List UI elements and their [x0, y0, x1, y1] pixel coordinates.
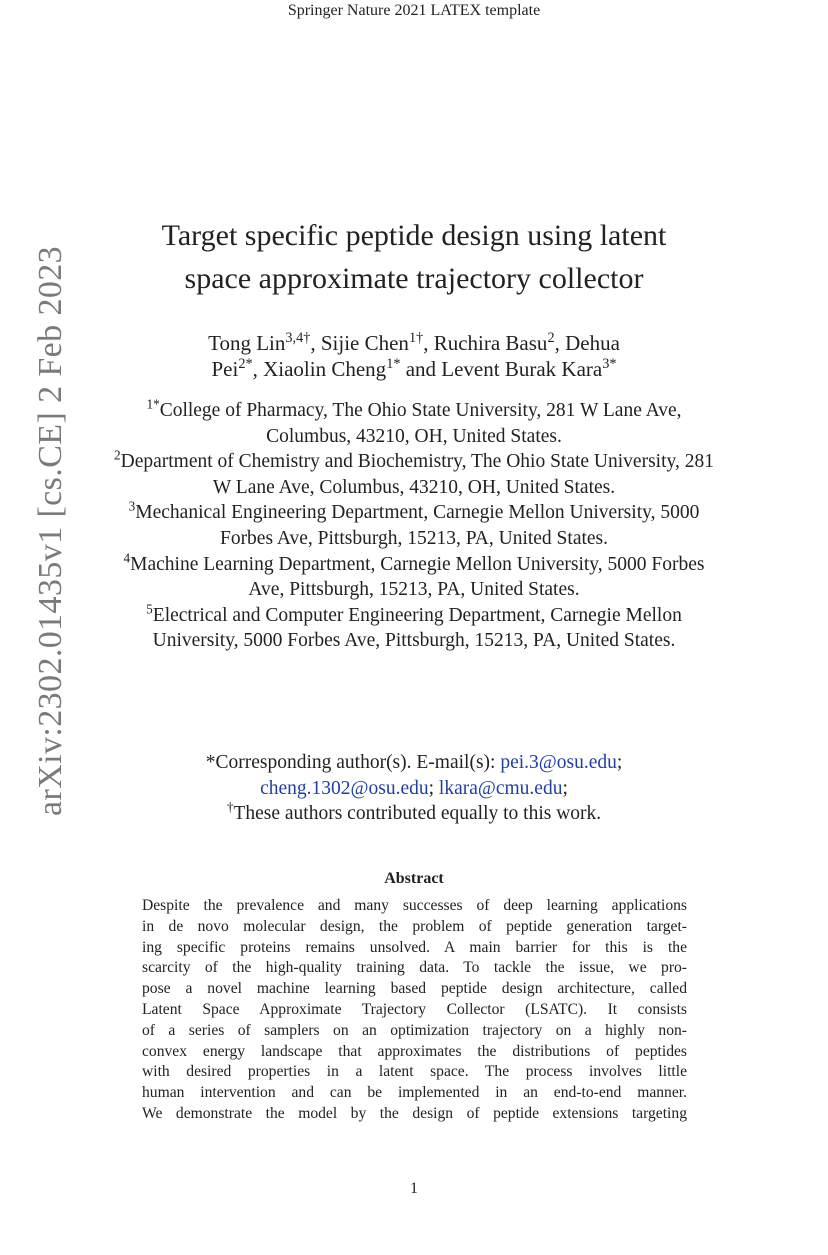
- affiliation-text: Machine Learning Department, Carnegie Mellon University, 5000 Forbes Ave, Pittsburgh, 15213, PA, United States.: [130, 553, 705, 601]
- abstract-line: in de novo molecular design, the problem of peptide generation target-: [142, 917, 687, 935]
- author-affil-sup: 1*: [386, 356, 401, 372]
- abstract-line: with desired properties in a latent space. The process involves little: [142, 1063, 687, 1081]
- affiliation-item: [108, 552, 720, 603]
- abstract-body: [142, 896, 687, 1125]
- affiliation-text: Mechanical Engineering Department, Carnegie Mellon University, 5000 Forbes Ave, Pittsburgh, 15213, PA, United States.: [135, 502, 700, 549]
- email-link-kara[interactable]: lkara@cmu.edu: [438, 777, 563, 799]
- abstract-line: human intervention and can be implemented in an end-to-end manner.: [142, 1084, 687, 1102]
- author-affil-sup: 2: [547, 330, 555, 346]
- author-name: Tong Lin: [208, 331, 286, 355]
- affiliation-sup: 4: [123, 550, 131, 566]
- author-affil-sup: 1†: [408, 330, 424, 346]
- author-name: Sijie Chen: [320, 331, 409, 355]
- author-name: Levent Burak Kara: [441, 357, 603, 381]
- affiliation-list: [108, 398, 720, 654]
- affiliation-text: College of Pharmacy, The Ohio State University, 281 W Lane Ave, Columbus, 43210, OH, United States.: [159, 400, 682, 447]
- affiliation-item: [108, 449, 720, 500]
- affiliation-text: Department of Chemistry and Biochemistry, The Ohio State University, 281 W Lane Ave, Columbus, 43210, OH, United States.: [120, 451, 714, 498]
- equal-contribution-text: These authors contributed equally to this work.: [233, 803, 602, 824]
- abstract-line: scarcity of the high-quality training data. To tackle the issue, we pro-: [142, 959, 687, 977]
- correspondence-prefix: *Corresponding author(s). E-mail(s):: [205, 752, 501, 773]
- affiliation-sup: 1*: [146, 396, 160, 412]
- email-link-cheng[interactable]: cheng.1302@osu.edu: [260, 777, 429, 799]
- equal-contribution-note: [120, 801, 708, 827]
- author-affil-sup: 2*: [238, 356, 253, 372]
- affiliation-item: [108, 398, 720, 449]
- abstract-line: of a series of samplers on an optimization trajectory on a highly non-: [142, 1021, 687, 1039]
- abstract-line: Despite the prevalence and many successes of deep learning applications: [142, 897, 687, 914]
- abstract-line: We demonstrate the model by the design of peptide extensions targeting: [142, 1104, 687, 1122]
- affiliation-sup: 2: [113, 447, 121, 463]
- affiliation-item: [108, 603, 720, 654]
- title-line-1: Target specific peptide design using latent: [161, 219, 667, 252]
- paper-title: [120, 214, 708, 300]
- author-list: [120, 330, 708, 382]
- running-header: Springer Nature 2021 LATEX template: [287, 2, 541, 19]
- correspondence-block: [120, 750, 708, 827]
- dagger-sup: †: [226, 799, 234, 815]
- abstract-line: convex energy landscape that approximates the distributions of peptides: [142, 1042, 687, 1060]
- author-name: Dehua: [565, 331, 620, 355]
- abstract-heading: Abstract: [384, 870, 444, 887]
- correspondence-line-2: cheng.1302@osu.edu; lkara@cmu.edu;: [260, 777, 568, 799]
- correspondence-line-1: *Corresponding author(s). E-mail(s): pei.3@osu.edu;: [205, 752, 623, 773]
- abstract-line: ing specific proteins remains unsolved. A main barrier for this is the: [142, 938, 687, 956]
- affiliation-sup: 3: [128, 498, 136, 514]
- title-line-2: space approximate trajectory collector: [184, 262, 644, 295]
- author-affil-sup: 3,4†: [285, 330, 311, 346]
- abstract-line: Latent Space Approximate Trajectory Collector (LSATC). It consists: [142, 1000, 687, 1018]
- author-name: Ruchira Basu: [433, 331, 548, 355]
- author-line-2: Pei$^{2*}$, Xiaolin Cheng$^{1*}$ and Levent Burak Kara$^{3*}$: [211, 356, 617, 381]
- affiliation-item: [108, 500, 720, 551]
- author-line-1: Tong Lin$^{3,4\dagger}$, Sijie Chen$^{1\dagger}$, Ruchira Basu$^2$, Dehua: [208, 330, 620, 355]
- page-number: 1: [410, 1180, 418, 1197]
- author-name: Xiaolin Cheng: [263, 357, 387, 381]
- author-name: Pei: [211, 357, 239, 381]
- arxiv-identifier-stamp: arXiv:2302.01435v1 [cs.CE] 2 Feb 2023: [32, 245, 69, 816]
- email-link-pei[interactable]: pei.3@osu.edu: [500, 752, 617, 773]
- affiliation-text: Electrical and Computer Engineering Department, Carnegie Mellon University, 5000 Forbes Ave, Pittsburgh, 15213, PA, United States.: [152, 604, 682, 652]
- author-affil-sup: 3*: [602, 356, 617, 372]
- affiliation-sup: 5: [146, 601, 153, 617]
- abstract-line: pose a novel machine learning based peptide design architecture, called: [142, 980, 687, 998]
